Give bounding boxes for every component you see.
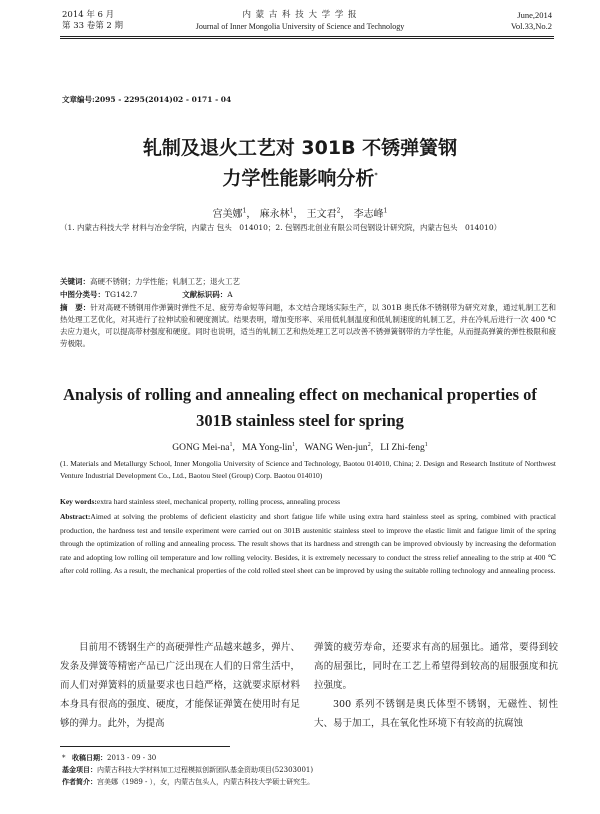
footnote-received (62, 752, 556, 764)
abstract-cn-label: 摘 要： (60, 303, 91, 312)
header-rule-thin (60, 38, 554, 39)
received-label: 收稿日期： (72, 753, 107, 762)
clc-label: 中图分类号： (60, 290, 105, 299)
keywords-cn (60, 276, 556, 288)
affiliation-cn: （1. 内蒙古科技大学 材料与冶金学院，内蒙古 包头 014010；2. 包钢西北创业有限公司包钢设计研究院，内蒙古包头 014010） (60, 223, 502, 232)
header-date: 2014 年 6 月 (62, 10, 115, 20)
author-en: WANG Wen-jun$^2$, (304, 442, 378, 454)
footnote (62, 752, 556, 788)
received-date: 2013 - 09 - 30 (107, 754, 157, 762)
body-column-left (60, 638, 300, 733)
authors-cn (0, 205, 600, 220)
title-cn-line1: 轧制及退火工艺对 301B 不锈弹簧钢 (142, 137, 458, 159)
keywords-en (60, 496, 556, 508)
title-cn-line2-text: 力学性能影响分析 (222, 167, 375, 190)
footnote-rule (60, 746, 230, 747)
author-en: LI Zhi-feng$^1$ (380, 442, 428, 454)
title-en-line1: Analysis of rolling and annealing effect on mechanical properties of (63, 385, 537, 404)
author-en: MA Yong-lin$^1$, (241, 442, 303, 454)
abstract-cn-text: 针对高硬不锈钢用作弹簧时弹性不足、疲劳寿命短等问题，本文结合现场实际生产，以 301B 奥氏体不锈钢带为研究对象，通过轧制工艺和热处理工艺优化，对其进行了拉伸试验和硬度测试。结果表明，增加变形率、采用低轧制温度和低轧制速度的轧制工艺，并在冷轧后进行一次 400 ℃ 去应力退火，可以提高带材强度和硬度。同时也说明，适当的轧制工艺和热处理工艺可以改善不锈弹簧钢带的力学性能，从而提高弹簧的弹性极限和疲劳极限。 (60, 303, 557, 348)
author-bio-label: 作者简介： (62, 777, 97, 786)
article-number: 文章编号:2095 - 2295(2014)02 - 0171 - 04 (62, 95, 232, 104)
title-en-line2: 301B stainless steel for spring (196, 411, 404, 430)
keywords-cn-text: 高硬不锈钢；力学性能；轧制工艺；退火工艺 (90, 277, 240, 286)
body-paragraph: 300 系列不锈钢是奥氏体型不锈钢，无磁性、韧性大、易于加工，具在氧化性环境下有较高的抗腐蚀 (314, 699, 558, 729)
authors-en (0, 442, 600, 453)
author-bio-text: 宫美娜（1989 - ），女，内蒙古包头人，内蒙古科技大学硕士研究生。 (97, 778, 315, 786)
abstract-en (60, 510, 556, 578)
footnote-author (62, 776, 556, 788)
affiliation-en: (1. Materials and Metallurgy School, Inner Mongolia University of Science and Technology, Baotou 014010, China; 2. Design and Research Institute of Northwest Venture Industrial Development Co., Ltd., Baotou Steel (Group) Corp. Baotou 014010) (60, 459, 556, 480)
title-en (40, 382, 560, 434)
header-date-en: June,2014 (517, 10, 552, 20)
header-rule (60, 36, 554, 37)
abstract-en-text: Aimed at solving the problems of deficient elasticity and short fatigue life while using extra hard stainless steel as spring, combined with practical production, the hardness test and tensile experiment were carried out on 301B austenitic stainless steel to improve the elastic limit and fatigue limit of the spring through the optimization of rolling and annealing process. The result shows that its hardness and strength can be improved obviously by increasing the deformation rate and adopting low rolling oil temperature and low rolling velocity. Besides, it is extremely necessary to conduct the stress relief annealing to the strip at 400 ℃ after cold rolling. As a result, the mechanical properties of the cold rolled steel sheet can be improved by using the suitable rolling technology and annealing process. (60, 512, 556, 575)
author-cn: 王文君$^2$， (306, 207, 351, 220)
fund-text: 内蒙古科技大学材料加工过程模拟创新团队基金资助项目(52303001) (97, 766, 314, 774)
author-cn: 李志峰$^1$ (353, 207, 388, 220)
journal-name-en: Journal of Inner Mongolia University of Science and Technology (195, 22, 405, 31)
clc-value: TG142.7 (105, 290, 138, 299)
keywords-en-text: extra hard stainless steel, mechanical property, rolling process, annealing process (96, 497, 341, 506)
author-cn: 宫美娜$^1$， (212, 207, 257, 220)
title-cn (0, 134, 600, 192)
journal-name-cn: 内 蒙 古 科 技 大 学 学 报 (242, 10, 358, 20)
header-volume: 第 33 卷第 2 期 (62, 21, 124, 31)
title-footnote-mark: * (374, 172, 378, 179)
abstract-cn (60, 302, 556, 350)
author-cn: 麻永林$^1$， (259, 207, 304, 220)
footnote-fund (62, 764, 556, 776)
header-volume-en: Vol.33,No.2 (510, 21, 552, 31)
body-paragraph: 目前用不锈钢生产的高硬弹性产品越来越多，弹片、发条及弹簧等精密产品已广泛出现在人们的日常生活中，而人们对弹簧料的质量要求也日趋严格，这就要求原材料本身具有很高的强度、硬度，才能保证弹簧在使用时有足够的弹力。此外，为提高 (60, 642, 300, 729)
classification-cn (60, 289, 556, 301)
doc-code-value: A (227, 290, 233, 299)
header-right (511, 10, 552, 32)
body-column-right (314, 638, 558, 733)
doc-code-label: 文献标识码： (182, 290, 228, 299)
body-paragraph: 弹簧的疲劳寿命，还要求有高的屈强比。通常，要得到较高的屈强比，同时在工艺上希望得到较高的屈服强度和抗拉强度。 (314, 642, 558, 691)
abstract-en-label: Abstract: (60, 512, 91, 521)
fund-label: 基金项目： (62, 765, 97, 774)
author-en: GONG Mei-$na^1$, (172, 442, 240, 454)
keywords-cn-label: 关键词： (60, 277, 90, 286)
footnote-mark: * (62, 754, 66, 762)
keywords-en-label: Key words: (60, 497, 97, 506)
title-cn-line2 (0, 162, 600, 192)
